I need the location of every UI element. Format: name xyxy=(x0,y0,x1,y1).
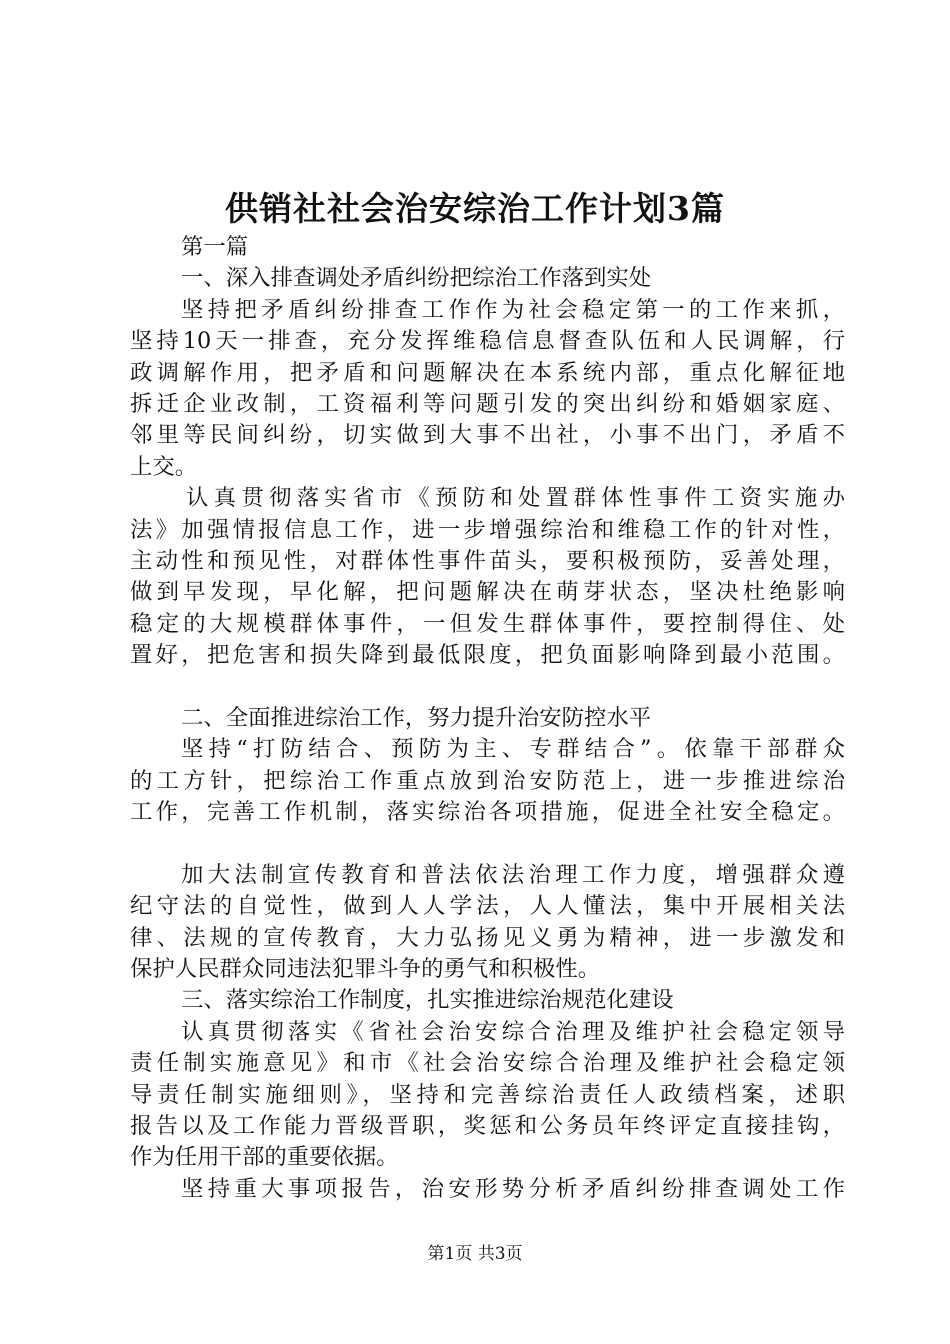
document-body xyxy=(130,232,845,1205)
text-line: 保护人民群众同违法犯罪斗争的勇气和积极性。 xyxy=(130,955,601,982)
text-line: 坚持“打防结合、预防为主、专群结合”。依靠干部群众 xyxy=(181,736,845,763)
text-line: 三、落实综治工作制度，扎实推进综治规范化建设 xyxy=(181,987,674,1014)
text-line: 报告以及工作能力晋级晋职，奖惩和公务员年终评定直接挂钩， xyxy=(130,1112,845,1139)
text-line: 政调解作用，把矛盾和问题解决在本系统内部，重点化解征地 xyxy=(130,359,845,386)
text-line: 纪守法的自觉性，做到人人学法，人人懂法，集中开展相关法 xyxy=(130,893,845,920)
text-line: 律、法规的宣传教育，大力弘扬见义勇为精神，进一步激发和 xyxy=(130,924,845,951)
text-line: 第一篇 xyxy=(181,234,249,260)
text-line: 主动性和预见性，对群体性事件苗头，要积极预防，妥善处理， xyxy=(130,547,845,574)
text-line: 加大法制宣传教育和普法依法治理工作力度，增强群众遵 xyxy=(181,861,845,888)
page-footer: 第1页 共3页 xyxy=(427,1244,523,1264)
text-line: 作为任用干部的重要依据。 xyxy=(130,1144,399,1171)
text-line: 稳定的大规模群体事件，一但发生群体事件，要控制得住、处 xyxy=(130,610,845,637)
text-line: 认真贯彻落实《省社会治安综合治理及维护社会稳定领导 xyxy=(181,1018,845,1045)
text-line: 的工方针，把综治工作重点放到治安防范上，进一步推进综治 xyxy=(130,767,845,794)
text-line: 拆迁企业改制，工资福利等问题引发的突出纠纷和婚姻家庭、 xyxy=(130,390,845,417)
text-line: 一、深入排查调处矛盾纠纷把综治工作落到实处 xyxy=(181,265,652,292)
text-line: 责任制实施意见》和市《社会治安综合治理及维护社会稳定领 xyxy=(130,1050,845,1077)
text-line: 坚持重大事项报告，治安形势分析矛盾纠纷排查调处工作 xyxy=(181,1175,845,1202)
text-line: 邻里等民间纠纷，切实做到大事不出社，小事不出门，矛盾不 xyxy=(130,422,845,449)
blank-line xyxy=(130,671,845,702)
text-line: 二、全面推进综治工作，努力提升治安防控水平 xyxy=(181,704,652,731)
text-line: 坚持把矛盾纠纷排查工作作为社会稳定第一的工作来抓， xyxy=(181,296,845,323)
text-line: 法》加强情报信息工作，进一步增强综治和维稳工作的针对性， xyxy=(130,516,845,543)
text-line: 导责任制实施细则》，坚持和完善综治责任人政绩档案，述职 xyxy=(130,1081,845,1108)
document-title: 供销社社会治安综治工作计划3篇 xyxy=(225,189,725,228)
text-line: 坚持10天一排查，充分发挥维稳信息督查队伍和人民调解，行 xyxy=(130,328,845,355)
text-line: 置好，把危害和损失降到最低限度，把负面影响降到最小范围。 xyxy=(130,642,845,669)
text-line: 上交。 xyxy=(130,453,198,480)
text-line: 工作，完善工作机制，落实综治各项措施，促进全社安全稳定。 xyxy=(130,799,845,826)
text-line: 做到早发现，早化解，把问题解决在萌芽状态，坚决杜绝影响 xyxy=(130,579,845,606)
blank-line xyxy=(130,828,845,859)
text-line: 认真贯彻落实省市《预防和处置群体性事件工资实施办 xyxy=(186,485,845,512)
